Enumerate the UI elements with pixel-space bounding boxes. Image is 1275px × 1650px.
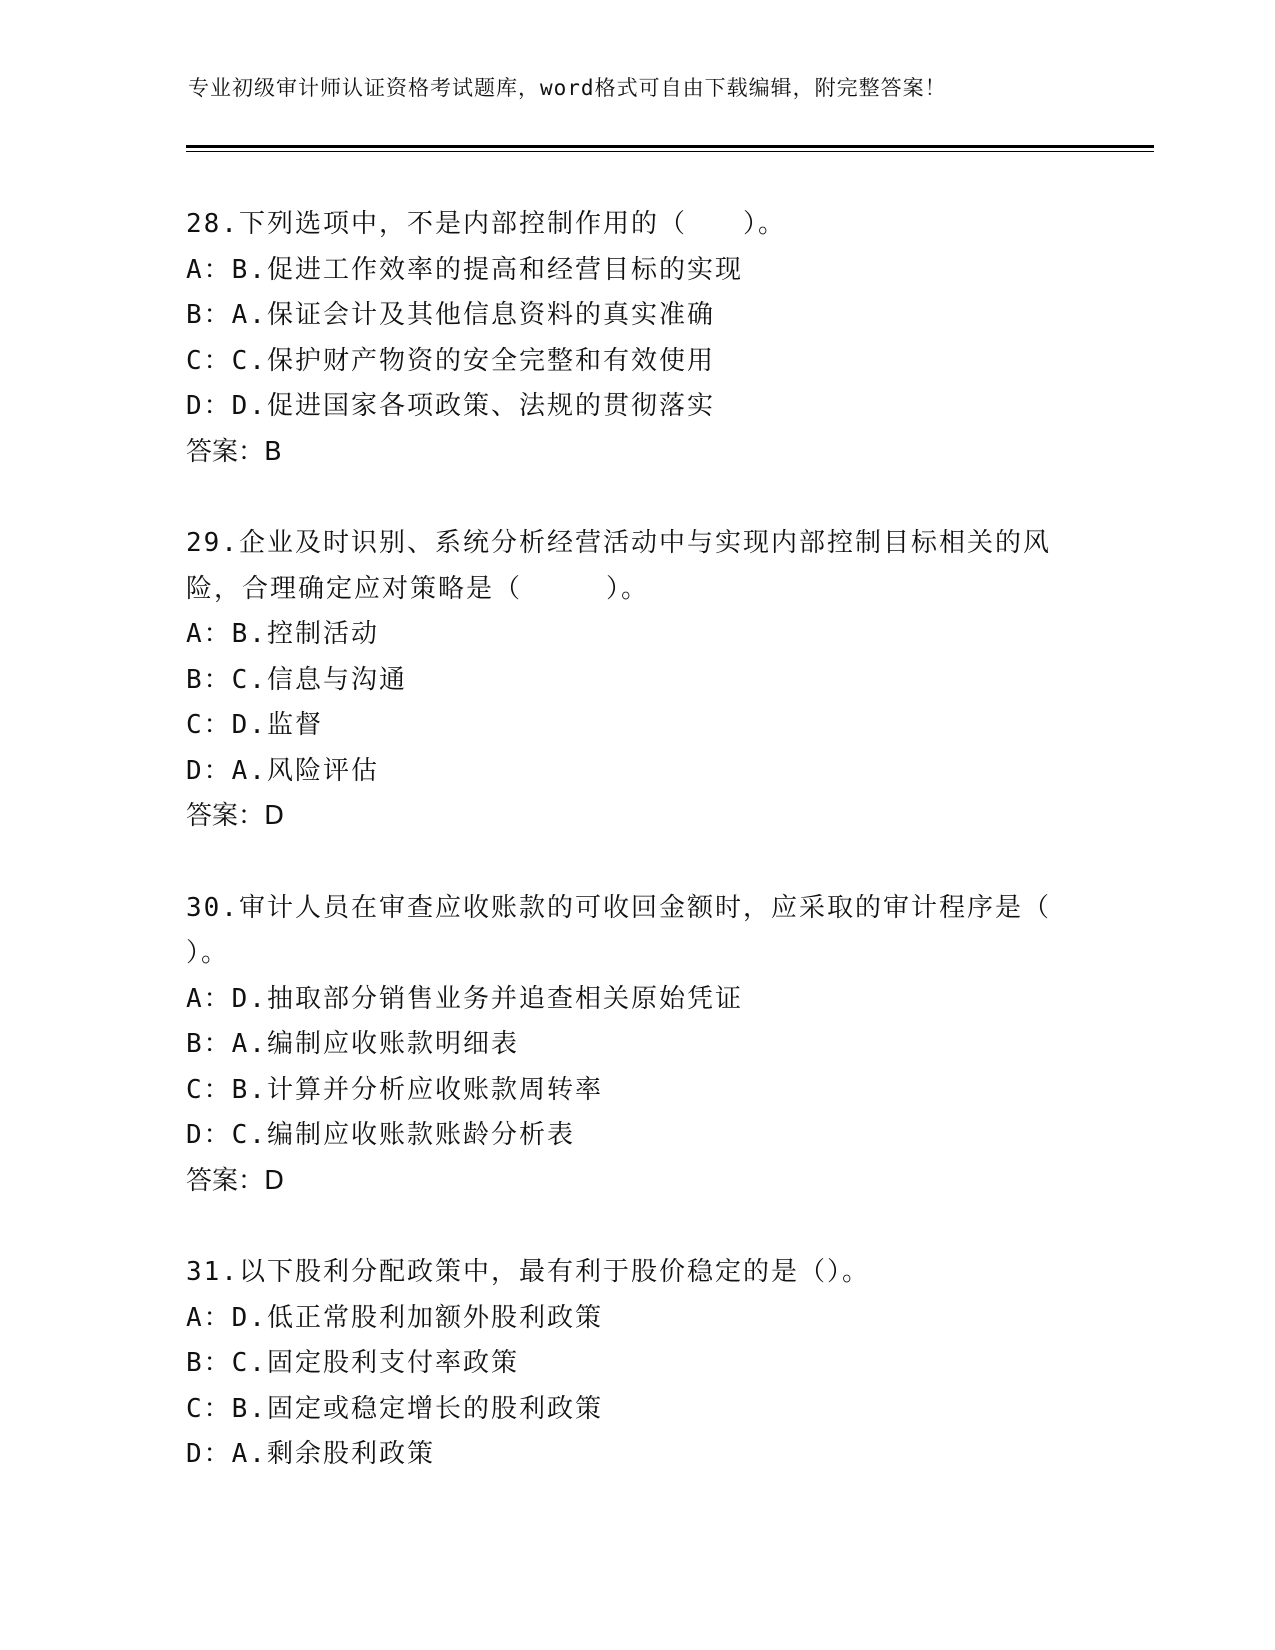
- question-30: [186, 886, 1086, 1205]
- option-a: A：B.促进工作效率的提高和经营目标的实现: [186, 254, 743, 285]
- question-title-continued: ）。: [186, 938, 230, 968]
- option-b: B：A.编制应收账款明细表: [186, 1029, 519, 1059]
- question-title-continued: 险，合理确定应对策略是（ ）。: [186, 573, 650, 604]
- option-d: D：D.促进国家各项政策、法规的贯彻落实: [186, 391, 715, 421]
- option-a: A：D.低正常股利加额外股利政策: [186, 1302, 603, 1333]
- option-c: C：D.监督: [186, 710, 323, 740]
- option-b: B：C.信息与沟通: [186, 664, 407, 695]
- header-rule-thick: [186, 145, 1154, 148]
- header-rule-thin: [186, 151, 1154, 152]
- question-29: [186, 521, 1086, 840]
- option-d: D：C.编制应收账款账龄分析表: [186, 1120, 575, 1150]
- option-a: A：B.控制活动: [186, 619, 379, 649]
- option-c: C：C.保护财产物资的安全完整和有效使用: [186, 345, 715, 376]
- question-list: [186, 202, 1086, 1524]
- question-title: 28.下列选项中，不是内部控制作用的（ ）。: [186, 209, 786, 239]
- question-title: 30.审计人员在审查应收账款的可收回金额时，应采取的审计程序是（: [186, 892, 1051, 923]
- question-31: [186, 1250, 1086, 1478]
- answer: 答案：D: [186, 801, 285, 831]
- answer: 答案：B: [186, 436, 282, 467]
- option-d: D：A.风险评估: [186, 755, 379, 786]
- option-d: D：A.剩余股利政策: [186, 1439, 435, 1469]
- question-title: 29.企业及时识别、系统分析经营活动中与实现内部控制目标相关的风: [186, 528, 1051, 558]
- option-a: A：D.抽取部分销售业务并追查相关原始凭证: [186, 983, 743, 1014]
- answer: 答案：D: [186, 1165, 285, 1196]
- option-b: B：C.固定股利支付率政策: [186, 1348, 519, 1378]
- question-28: [186, 202, 1086, 475]
- option-c: C：B.固定或稳定增长的股利政策: [186, 1393, 603, 1424]
- question-title: 31.以下股利分配政策中，最有利于股价稳定的是（）。: [186, 1257, 870, 1287]
- option-c: C：B.计算并分析应收账款周转率: [186, 1074, 603, 1105]
- option-b: B：A.保证会计及其他信息资料的真实准确: [186, 300, 715, 330]
- page-header: 专业初级审计师认证资格考试题库，word格式可自由下载编辑，附完整答案！: [188, 76, 947, 100]
